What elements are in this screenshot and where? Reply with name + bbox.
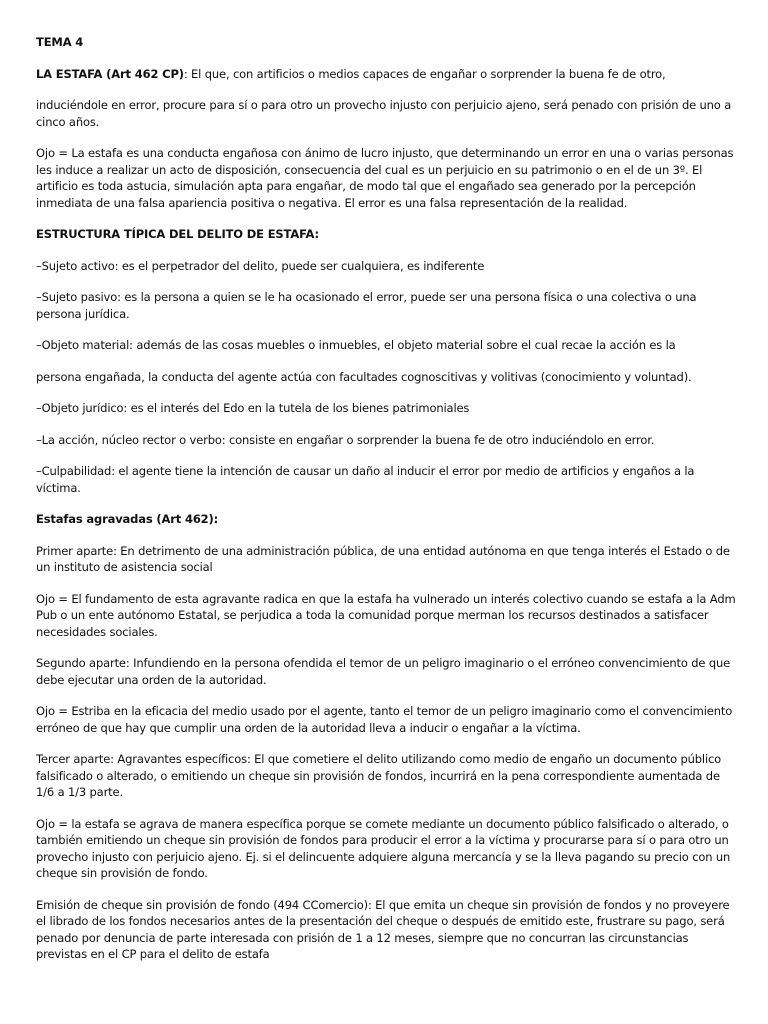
ojo-paragraph-2: Ojo = El fundamento de esta agravante radica en que la estafa ha vulnerado un interés colectivo cuando se estafa a la Adm Pub o un ente autónomo Estatal, se perjudica a toda la comunidad porque merman los recursos destinados a satisfacer necesidades sociales. — [36, 591, 736, 639]
accion: –La acción, núcleo rector o verbo: consiste en engañar o sorprender la buena fe de otro induciéndolo en error. — [36, 432, 655, 447]
emision-cheque: Emisión de cheque sin provisión de fondo (494 CComercio): El que emita un cheque sin provisión de fondos y no proveyere el librado de los fondos necesarios antes de la presentación del cheque o después de emitido este, frustrare su pago, será penado por denuncia de parte interesada con prisión de 1 a 12 meses, siempre que no concurran las circunstancias previstas en el CP para el delito de estafa — [36, 897, 730, 961]
segundo-aparte: Segundo aparte: Infundiendo en la persona ofendida el temor de un peligro imaginario o el erróneo convencimiento de que debe ejecutar una orden de la autoridad. — [36, 656, 731, 687]
intro-paragraph — [36, 66, 736, 83]
culpabilidad: –Culpabilidad: el agente tiene la intención de causar un daño al inducir el error por medio de artificios y engaños a la víctima. — [36, 464, 695, 495]
ojo-paragraph-1: Ojo = La estafa es una conducta engañosa con ánimo de lucro injusto, que determinando un error en una o varias personas les induce a realizar un acto de disposición, consecuencia del cual es un perjuicio en su patrimonio o en el de un 3º. El artificio es toda astucia, simulación apta para engañar, de modo tal que el engañado sea generado por la percepción inmediata de una falsa apariencia positiva o negativa. El error es una falsa representación de la realidad. — [36, 146, 734, 210]
objeto-material-continuation: persona engañada, la conducta del agente actúa con facultades cognoscitivas y volitivas (conocimiento y voluntad). — [36, 369, 692, 384]
intro-continuation: induciéndole en error, procure para sí o para otro un provecho injusto con perjuicio ajeno, será penado con prisión de uno a cinco años. — [36, 98, 732, 129]
objeto-material: –Objeto material: además de las cosas muebles o inmuebles, el objeto material sobre el cual recae la acción es la — [36, 338, 676, 352]
primer-aparte: Primer aparte: En detrimento de una administración pública, de una entidad autónoma en que tenga interés el Estado o de un instituto de asistencia social — [36, 543, 730, 574]
estructura-heading: ESTRUCTURA TÍPICA DEL DELITO DE ESTAFA: — [36, 227, 319, 241]
page-heading: TEMA 4 — [36, 35, 84, 49]
intro-title: LA ESTAFA (Art 462 CP) — [36, 66, 184, 81]
tercer-aparte: Tercer aparte: Agravantes específicos: El que cometiere el delito utilizando como medio de engaño un documento público falsificado o alterado, o emitiendo un cheque sin provisión de fondos, incurrirá en la pena correspondiente aumentada de 1/6 a 1/3 parte. — [36, 752, 722, 799]
agravadas-heading: Estafas agravadas (Art 462): — [36, 512, 219, 526]
ojo-paragraph-3: Ojo = Estriba en la eficacia del medio usado por el agente, tanto el temor de un peligro imaginario como el convencimiento erróneo de que hay que cumplir una orden de la autoridad lleva a inducir o engañar a la víctima. — [36, 704, 733, 735]
intro-text: : El que, con artificios o medios capaces de engañar o sorprender la buena fe de otro, — [183, 66, 666, 81]
ojo-paragraph-4: Ojo = la estafa se agrava de manera específica porque se comete mediante un documento público falsificado o alterado, o también emitiendo un cheque sin provisión de fondos para producir el error a la víctima y procurarse para sí o para otro un provecho injusto con perjuicio ajeno. Ej. si el delincuente adquiere alguna mercancía y se la lleva pagando su precio con un cheque sin provisión de fondo. — [36, 816, 731, 880]
sujeto-pasivo: –Sujeto pasivo: es la persona a quien se le ha ocasionado el error, puede ser una persona física o una colectiva o una persona jurídica. — [36, 290, 697, 321]
document-page — [36, 34, 736, 978]
objeto-juridico: –Objeto jurídico: es el interés del Edo en la tutela de los bienes patrimoniales — [36, 401, 470, 415]
sujeto-activo: –Sujeto activo: es el perpetrador del delito, puede ser cualquiera, es indiferente — [36, 258, 485, 273]
